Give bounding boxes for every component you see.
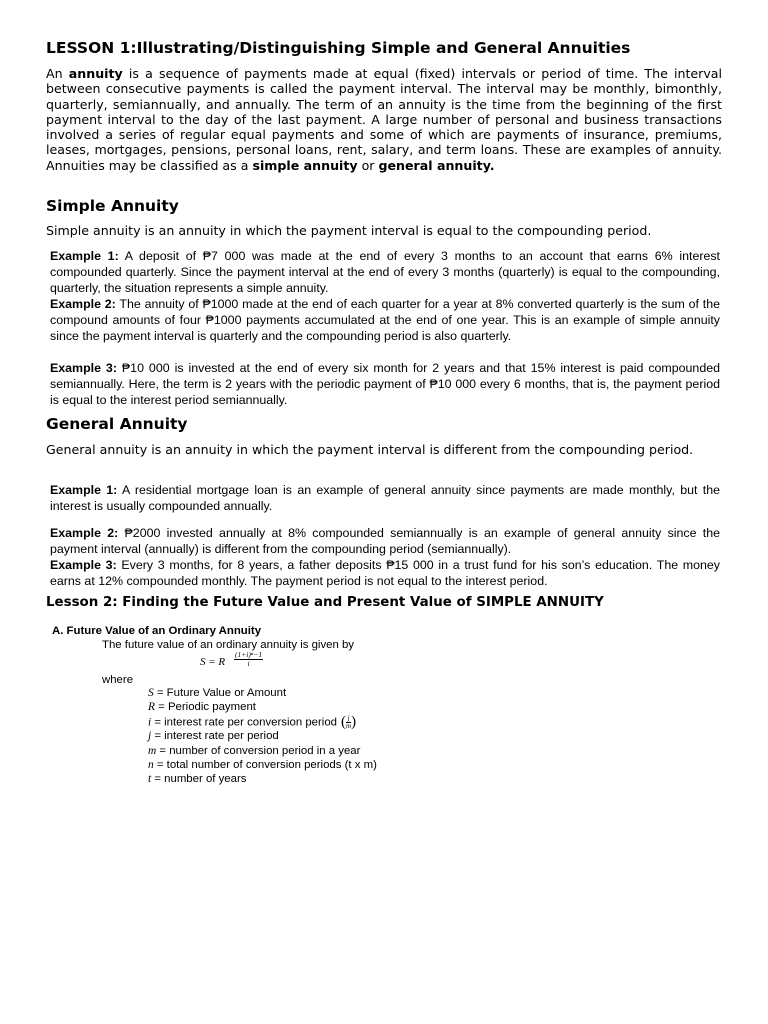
example-label: Example 1:: [50, 249, 119, 263]
general-example-3: [50, 557, 720, 589]
variable-symbol: t: [148, 773, 152, 786]
simple-example-3: [50, 360, 720, 408]
variable-description: = total number of conversion periods (t x m): [153, 758, 377, 771]
variable-description: = Future Value or Amount: [153, 687, 287, 699]
where-label: where: [102, 674, 134, 686]
intro-text-1: An: [46, 66, 69, 81]
general-example-2: [50, 525, 720, 557]
example-text: The annuity of ₱1000 made at the end of each quarter for a year at 8% converted quarterly is the sum of the compound amounts of four ₱1000 payments accumulated at the end of one year. This is an example of simple annuity since the payment interval is quarterly and the compounding period is also quarterly.: [50, 297, 720, 343]
variable-symbol: i: [148, 716, 152, 729]
fraction-numerator: j: [347, 713, 350, 722]
variable-row: [148, 686, 377, 700]
formula-numerator: (1+i)ⁿ−1: [235, 650, 263, 659]
formula-denominator: i: [247, 659, 250, 668]
formula-lhs: S = R: [200, 656, 226, 668]
variable-row: [148, 715, 377, 729]
lesson2-title: Lesson 2: Finding the Future Value and Present Value of SIMPLE ANNUITY: [46, 595, 604, 610]
future-value-title: A. Future Value of an Ordinary Annuity: [52, 625, 262, 637]
term-simple-annuity: simple annuity: [252, 157, 358, 173]
variable-description: = Periodic payment: [154, 701, 256, 714]
variable-description: = number of years: [151, 773, 247, 786]
simple-example-1: [50, 248, 720, 296]
simple-annuity-heading: Simple Annuity: [46, 197, 179, 215]
intro-text-2: is a sequence of payments made at equal (fixed) intervals or period of time. The interval between consecutive payments is called the payment interval. The interval may be monthly, bimonthly, quarterly, semiannually, and annually. The term of an annuity is the time from the beginning of the first payment interval to the day of the last payment. A large number of personal and business transactions involved a series of regular equal payments and some of which are payments of insurance, premiums, leases, mortgages, pensions, personal loans, rent, salary, and term loans. These are examples of annuity. Annuities may be classified as a: [46, 66, 723, 173]
i-equals-j-over-m: ( $\frac{j}{m}$ ): [341, 713, 357, 730]
variable-symbol: j: [148, 730, 152, 743]
example-label: Example 2:: [50, 526, 119, 540]
lesson1-title: LESSON 1:Illustrating/Distinguishing Simple and General Annuities: [46, 39, 631, 57]
variable-symbol: R: [148, 701, 155, 714]
example-text: A residential mortgage loan is an example of general annuity since payments are made monthly, but the interest is usually compounded annually.: [50, 483, 720, 513]
general-example-1: [50, 482, 720, 514]
future-value-subtitle: The future value of an ordinary annuity is given by: [102, 639, 355, 651]
example-label: Example 3:: [50, 361, 117, 375]
variable-row: [148, 772, 377, 786]
example-label: Example 3:: [50, 558, 117, 572]
variable-symbol: m: [148, 744, 157, 757]
example-label: Example 1:: [50, 483, 118, 497]
variable-description: = interest rate per conversion period: [151, 716, 338, 729]
variable-symbol: n: [148, 758, 154, 771]
simple-example-2: [50, 296, 720, 344]
example-text: ₱2000 invested annually at 8% compounded semiannually is an example of general annuity since the payment interval (annually) is different from the compounding period (semiannually).: [50, 526, 720, 556]
future-value-formula: [200, 651, 280, 669]
variable-row: [148, 700, 377, 714]
example-text: ₱10 000 is invested at the end of every six month for 2 years and that 15% interest is paid compounded semiannually. Here, the term is 2 years with the periodic payment of ₱10 000 every 6 months, that is, the payment period is equal to the interest period semiannually.: [50, 361, 720, 407]
intro-paragraph: [46, 66, 722, 173]
fraction-denominator: m: [346, 721, 352, 730]
intro-text-or: or: [357, 157, 379, 173]
variable-row: [148, 729, 377, 743]
term-general-annuity: general annuity.: [378, 157, 495, 173]
simple-annuity-definition: Simple annuity is an annuity in which the payment interval is equal to the compounding period.: [46, 223, 652, 238]
variable-description: = interest rate per period: [151, 730, 279, 743]
example-label: Example 2:: [50, 297, 116, 311]
variable-row: [148, 744, 377, 758]
term-annuity: annuity: [68, 66, 123, 81]
example-text: A deposit of ₱7 000 was made at the end of every 3 months to an account that earns 6% interest compounded quarterly. Since the payment interval at the end of every 3 months (quarterly) is equal to the compounding, quarterly, the situation represents a simple annuity.: [50, 249, 720, 295]
general-annuity-definition: General annuity is an annuity in which the payment interval is different from the compounding period.: [46, 442, 694, 457]
variable-list: [148, 686, 377, 787]
variable-row: [148, 758, 377, 772]
general-annuity-heading: General Annuity: [46, 415, 188, 433]
formula-fraction: [234, 651, 263, 668]
variable-symbol: S: [148, 687, 154, 699]
variable-description: = number of conversion period in a year: [156, 744, 361, 757]
example-text: Every 3 months, for 8 years, a father deposits ₱15 000 in a trust fund for his son’s education. The money earns at 12% compounded monthly. The payment period is not equal to the interest period.: [50, 558, 720, 588]
